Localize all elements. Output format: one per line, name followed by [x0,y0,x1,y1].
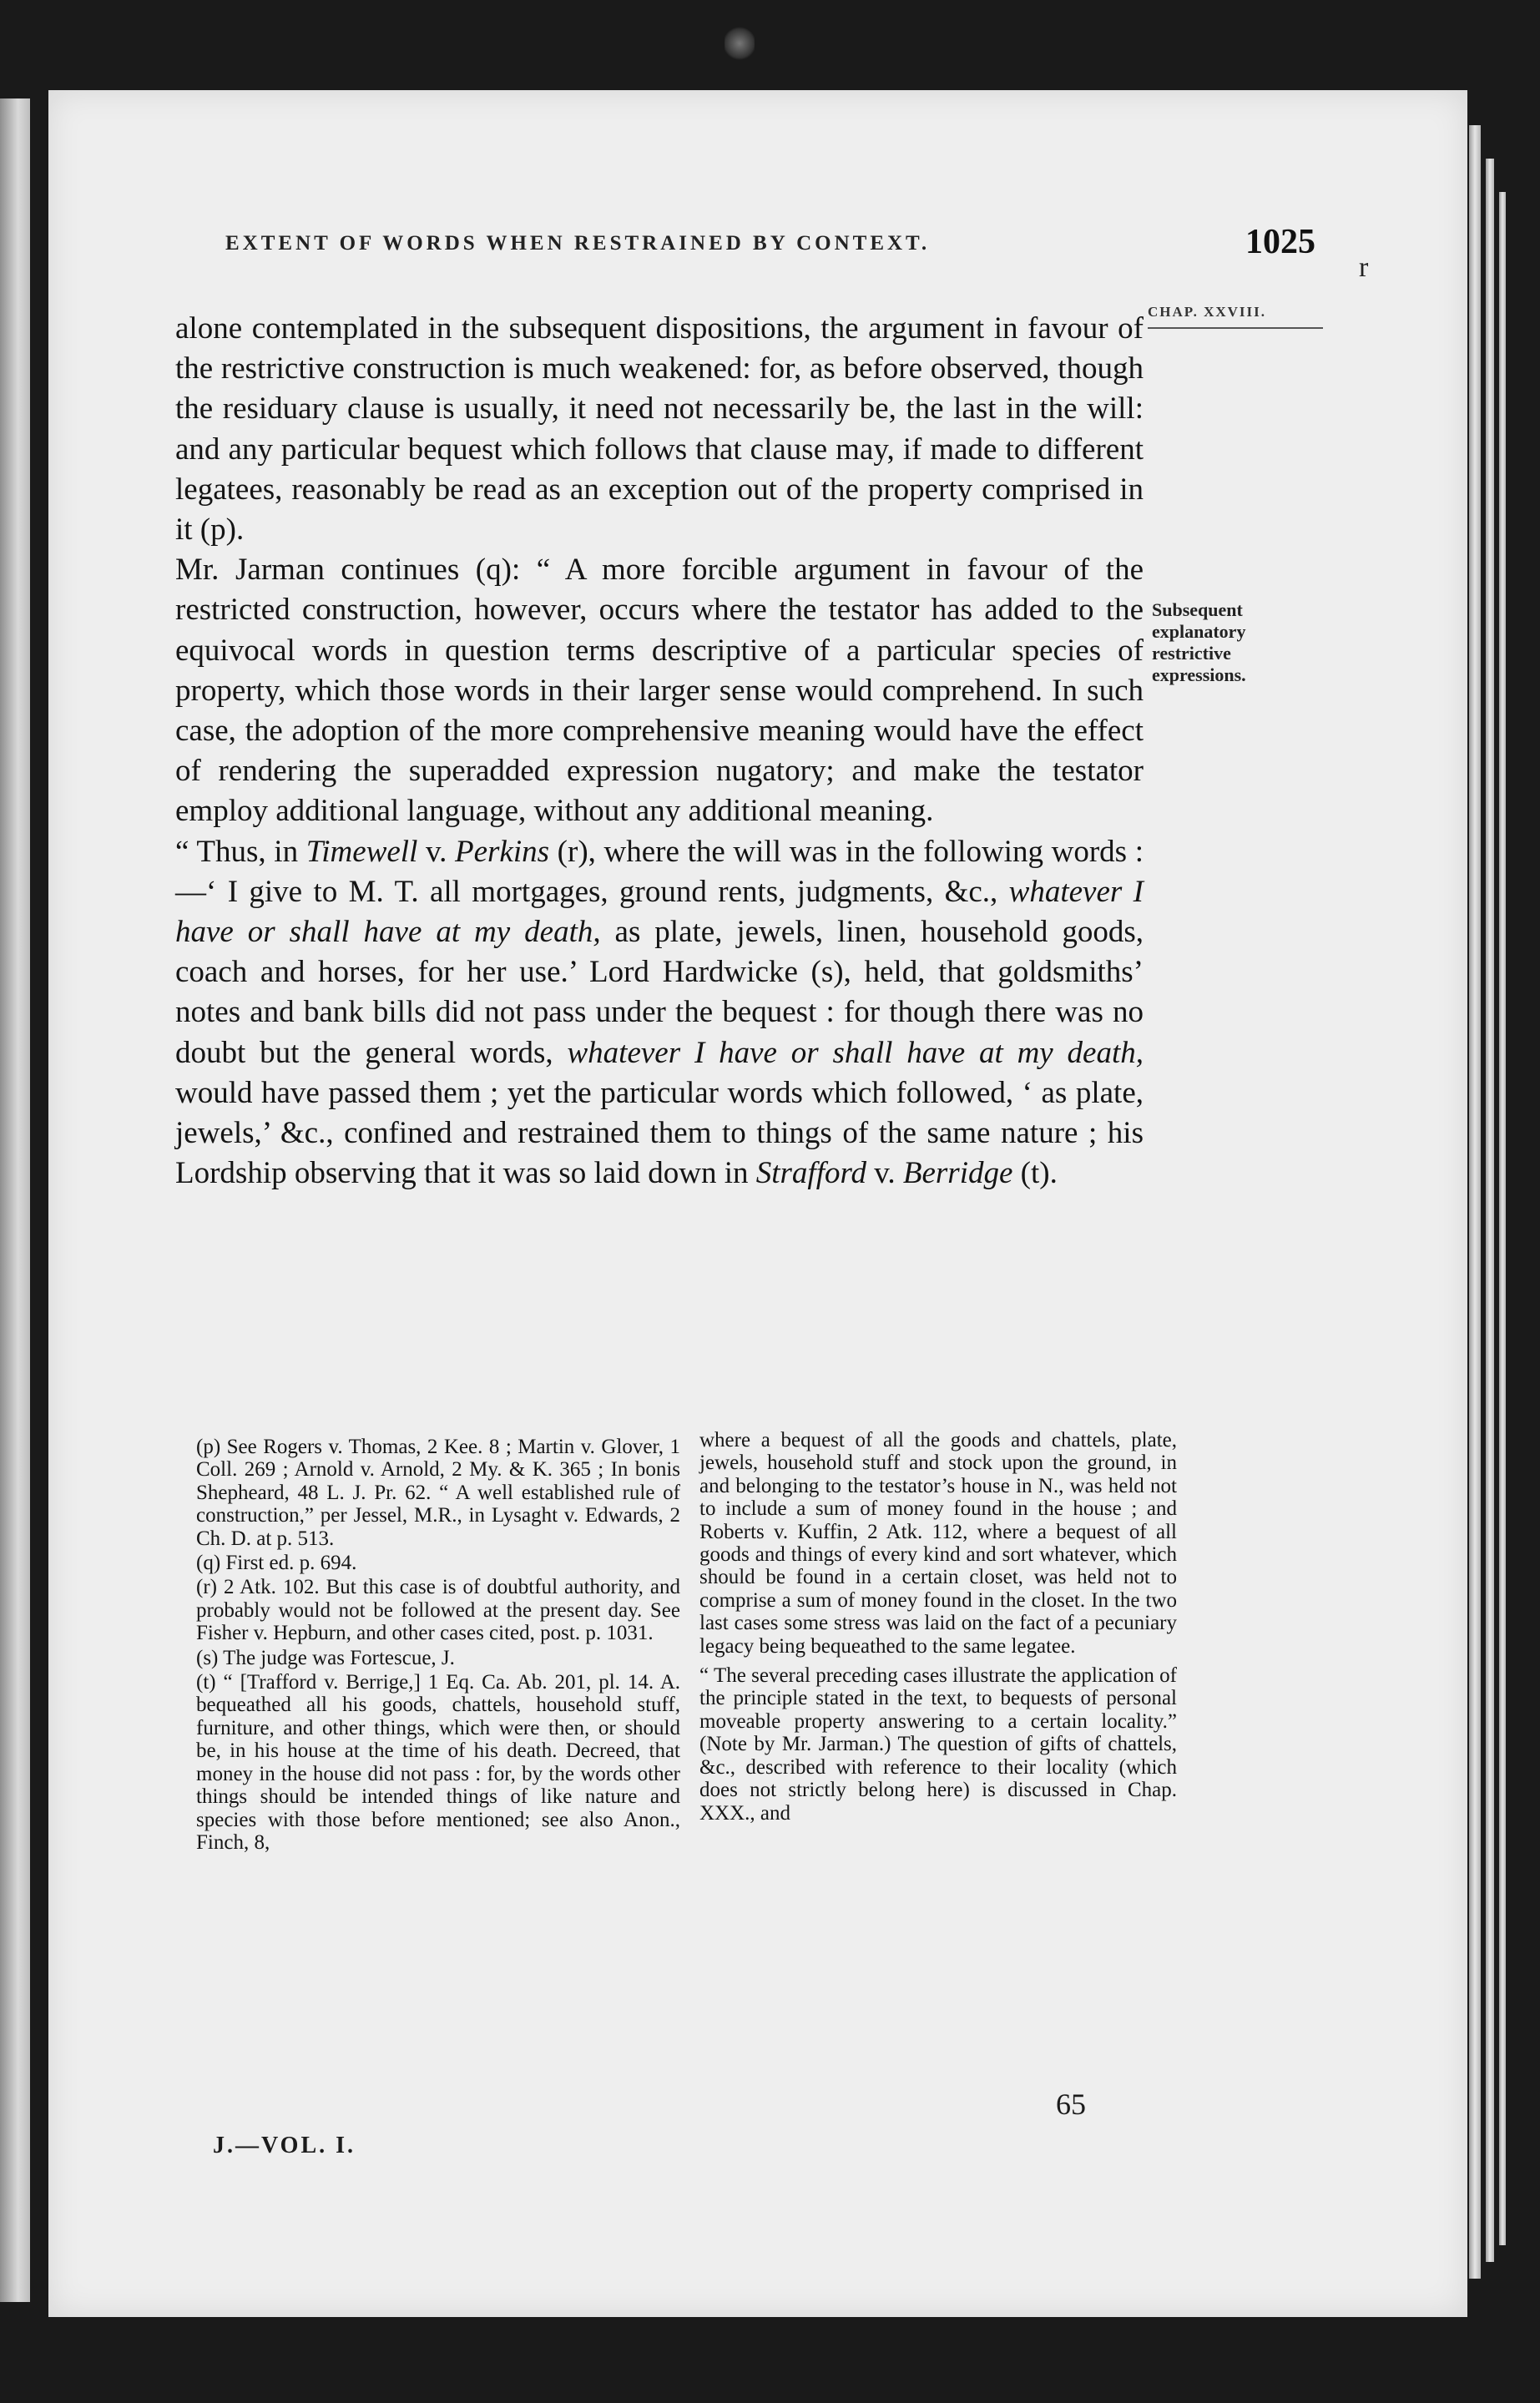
case-name-timewell: Timewell [305,834,418,869]
running-head: EXTENT OF WORDS WHEN RESTRAINED BY CONTEXT. [225,232,931,255]
margin-side-note: Subsequent explanatory restrictive expressions. [1152,599,1246,685]
case-name-perkins: Perkins [455,834,550,869]
p3-text-b: v. [417,834,455,869]
paragraph-1: alone contemplated in the subsequent dispositions, the argument in favour of the restrictive construction is much weakened: for, as before observed, though the residuary clause is usually, it need not necessarily be, the last in the will: and any particular bequest which follows that clause may, if made to different legatees, reasonably be read as an exception out of the property comprised in it (p). [175,311,1144,548]
page-edge-stack [1486,159,1494,2262]
footnote-q: (q) First ed. p. 694. [196,1552,357,1575]
main-body-text [175,309,1144,1194]
top-ink-blot [725,25,755,62]
facing-page-edge [0,98,30,2302]
p3-text-d: as plate, jewels, linen, household goods, coach and horses, for her use.’ Lord Hardwicke (s), held, that goldsmiths’ notes and bank bills did not pass under the bequest : for though there was no doubt but the general words, [175,915,1144,1070]
footnote-continuation: where a bequest of all the goods and chattels, plate, jewels, household stuff and stock upon the ground, in and belonging to the testator’s house in N., was held not to include a sum of money found in the house ; and Roberts v. Kuffin, 2 Atk. 112, where a bequest of all goods and things of every kind and sort whatever, which should be found in a certain closet, was held not to comprise a sum of money found in the closet. In the two last cases some stress was laid on the fact of a pecuniary legacy being bequeathed to the same legatee. [699,1429,1177,1658]
case-name-strafford: Strafford [755,1156,867,1191]
page-edge-stack [1469,125,1481,2279]
signature-mark: J.—VOL. I. [213,2133,356,2158]
page-edge-stack [1499,192,1506,2245]
footnote-r: (r) 2 Atk. 102. But this case is of doubtful authority, and probably would not be followed at the present day. See Fisher v. Hepburn, and other cases cited, post. p. 1031. [196,1576,680,1645]
paragraph-3 [175,832,1144,1194]
sheet-number: 65 [1056,2087,1086,2121]
p3-text-e: would have passed them ; yet the particular words which followed, ‘ as plate, jewels,’ &c., confined and restrained them to things of the same nature ; his Lordship observing that it was so laid down in [175,1075,1144,1191]
p3-text-g: (t). [1012,1156,1058,1191]
edge-mark: r [1359,252,1369,283]
folio-number: 1025 [1245,223,1315,261]
p3-text-f: v. [866,1156,903,1191]
paragraph-2: Mr. Jarman continues (q): “ A more forcible argument in favour of the restricted construction, however, occurs where the testator has added to the equivocal words in question terms descriptive of a particular species of property, which those words in their larger sense would comprehend. In such case, the adoption of the more comprehensive meaning would have the effect of rendering the superadded expression nugatory; and make the testator employ additional language, without any additional meaning. [175,553,1144,829]
chapter-reference: CHAP. XXVIII. [1148,304,1323,329]
quote-italic-2: whatever I have or shall have at my death, [567,1035,1144,1070]
footnote-s: (s) The judge was Fortescue, J. [196,1646,455,1669]
p3-text-c: (r), where the will was in the following words :—‘ I give to M. T. all mortgages, ground rents, judgments, &c., [175,834,1144,909]
footnote-jarman-note: “ The several preceding cases illustrate the application of the principle stated in the text, to bequests of personal moveable property answering to a certain locality.” (Note by Mr. Jarman.) The question of gifts of chattels, &c., described with reference to their locality (which does not strictly belong here) is discussed in Chap. XXX., and [699,1664,1177,1825]
footnotes-left-column [196,1436,680,1855]
footnote-p: (p) See Rogers v. Thomas, 2 Kee. 8 ; Martin v. Glover, 1 Coll. 269 ; Arnold v. Arnold, 2 My. & K. 365 ; In bonis Shepheard, 48 L. J. Pr. 62. “ A well established rule of construction,” per Jessel, M.R., in Lysaght v. Edwards, 2 Ch. D. at p. 513. [196,1436,680,1550]
quote-italic-1: whatever I have or shall have at my death, [175,874,1144,950]
p3-text-a: “ Thus, in [175,834,306,869]
footnotes-right-column [699,1429,1177,1826]
footnote-t: (t) “ [Trafford v. Berrige,] 1 Eq. Ca. Ab. 201, pl. 14. A. bequeathed all his goods, chattels, household stuff, furniture, and other things, which were then, or should be, in his house at the time of his death. Decreed, that money in the house did not pass : for, by the words other things should be intended things of like nature and species with those before mentioned; see also Anon., Finch, 8, [196,1671,680,1854]
case-name-berridge: Berridge [902,1156,1013,1191]
